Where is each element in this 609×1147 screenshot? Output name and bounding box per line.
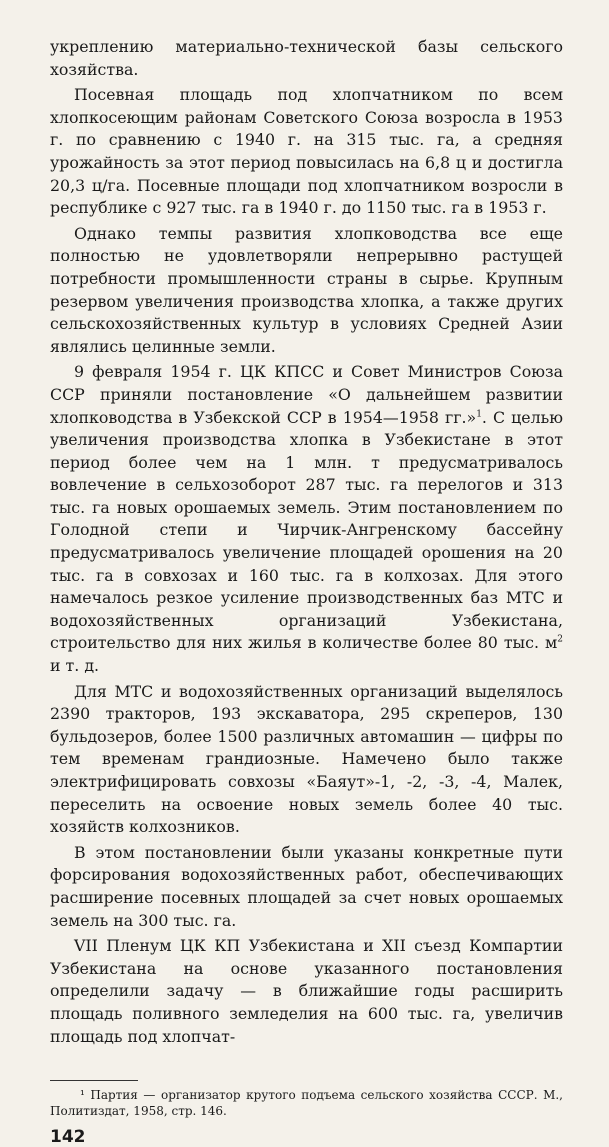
footnote-reference: 1 <box>476 409 482 420</box>
paragraph-water-works: В этом постановлении были указаны конкретные пути форсирования водохозяйственных работ, обеспечивающих расширение посевных площадей за счет новых орошаемых земель на 300 тыс. га. <box>50 842 563 930</box>
paragraph-cotton-area: Посевная площадь под хлопчатником по всем хлопкосеющим районам Советского Союза возросла в 1953 г. по сравнению с 1940 г. на 315 тыс. га, а средняя урожайность за этот период повысилась на 6,8 ц и достигла 20,3 ц/га. Посевные площади под хлопчатником возросли в республике с 927 тыс. га в 1940 г. до 1150 тыс. га в 1953 г. <box>50 85 563 218</box>
paragraph-resolution <box>50 361 563 677</box>
footnote-divider <box>50 1080 138 1081</box>
paragraph-plenum: VII Пленум ЦК КП Узбекистана и XII съезд Компартии Узбекистана на основе указанного постановления определили задачу — в ближайшие годы расширить площадь поливного земледелия на 600 тыс. га, увеличив площадь под хлопчат- <box>50 936 563 1046</box>
paragraph-virgin-lands: Однако темпы развития хлопководства все еще полностью не удовлетворяли непрерывно растущей потребности промышленности страны в сырье. Крупным резервом увеличения производства хлопка, а также других сельскохозяйственных культур в условиях Средней Азии являлись целинные земли. <box>50 223 563 356</box>
resolution-text-middle: . С целью увеличения производства хлопка в Узбекистане в этот период более чем на 1 млн. т предусматривалось вовлечение в сельхозоборот 287 тыс. га перелогов и 313 тыс. га новых орошаемых земель. Этим постановлением по Голодной степи и Чирчик-Ангренскому бассейну предусматривалось увеличение площадей орошения на 20 тыс. га в совхозах и 160 тыс. га в колхозах. Для этого намечалось резкое усиление производственных баз МТС и водохозяйственных организаций Узбекистана, строительство для них жилья в количестве более 80 тыс. м <box>50 407 564 653</box>
paragraph-equipment: Для МТС и водохозяйственных организаций выделялось 2390 тракторов, 193 экскаватора, 295 скреперов, 130 бульдозеров, более 1500 различных автомашин — цифры по тем временам грандиозные. Намечено было также электрифицировать совхозы «Баяут»-1, -2, -3, -4, Малек, переселить на освоение новых земель более 40 тыс. хозяйств колхозников. <box>50 681 563 837</box>
resolution-text-start: 9 февраля 1954 г. ЦК КПСС и Совет Министров Союза ССР приняли постановление «О дальнейшем развитии хлопководства в Узбекской ССР в 1954—1958 гг.» <box>50 362 563 427</box>
footnote-text: ¹ Партия — организатор крутого подъема сельского хозяйства СССР. М., Политиздат, 1958, стр. 146. <box>50 1088 563 1119</box>
paragraph-continuation: укреплению материально-технической базы сельского хозяйства. <box>50 37 563 79</box>
footnote <box>50 1087 563 1119</box>
squared-unit: 2 <box>557 635 563 646</box>
main-text <box>50 36 563 1048</box>
resolution-text-end: и т. д. <box>50 656 100 676</box>
page-number: 142 <box>50 1127 86 1147</box>
